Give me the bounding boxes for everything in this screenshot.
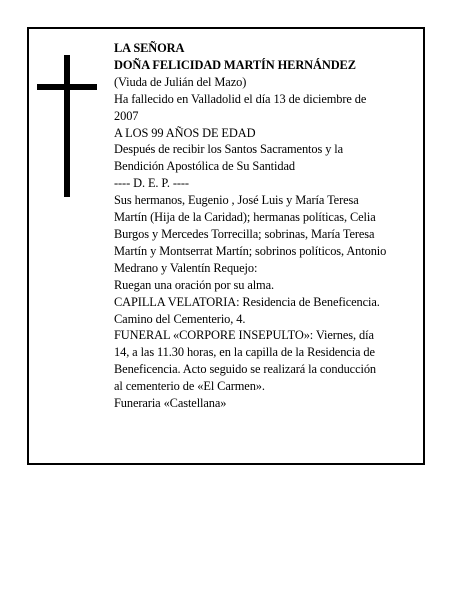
funeral-line-3: Beneficencia. Acto seguido se realizará la conducción [114, 362, 377, 377]
funeral-home: Funeraria «Castellana» [114, 396, 227, 411]
sacraments-line-1: Después de recibir los Santos Sacramentos y la [114, 142, 344, 157]
cross-vertical-bar [64, 55, 70, 197]
rip-line: ---- D. E. P. ---- [114, 176, 189, 191]
widow-of: (Viuda de Julián del Mazo) [114, 74, 247, 89]
chapel-line-2: Camino del Cementerio, 4. [114, 311, 246, 326]
funeral-line-2: 14, a las 11.30 horas, en la capilla de la Residencia de [114, 345, 375, 360]
funeral-line-1: FUNERAL «CORPORE INSEPULTO»: Viernes, día [114, 328, 374, 343]
prayer-request: Ruegan una oración por su alma. [114, 277, 274, 292]
family-line-2: Martín (Hija de la Caridad); hermanas políticas, Celia [114, 210, 376, 225]
chapel-line-1: CAPILLA VELATORIA: Residencia de Beneficencia. [114, 294, 380, 309]
family-line-4: Martín y Montserrat Martín; sobrinos políticos, Antonio [114, 243, 387, 258]
funeral-line-4: al cementerio de «El Carmen». [114, 379, 265, 394]
sacraments-line-2: Bendición Apostólica de Su Santidad [114, 159, 295, 174]
family-line-3: Burgos y Mercedes Torrecilla; sobrinas, María Teresa [114, 226, 375, 241]
age-at-death: A LOS 99 AÑOS DE EDAD [114, 125, 256, 140]
death-year: 2007 [114, 108, 139, 123]
latin-cross-icon [37, 55, 97, 197]
obituary-text [114, 40, 420, 412]
deceased-name: DOÑA FELICIDAD MARTÍN HERNÁNDEZ [114, 57, 356, 72]
cross-horizontal-bar [37, 84, 97, 90]
family-line-5: Medrano y Valentín Requejo: [114, 260, 258, 275]
death-announcement: Ha fallecido en Valladolid el día 13 de diciembre de [114, 91, 367, 106]
family-line-1: Sus hermanos, Eugenio , José Luis y María Teresa [114, 193, 359, 208]
notice-heading: LA SEÑORA [114, 41, 185, 55]
